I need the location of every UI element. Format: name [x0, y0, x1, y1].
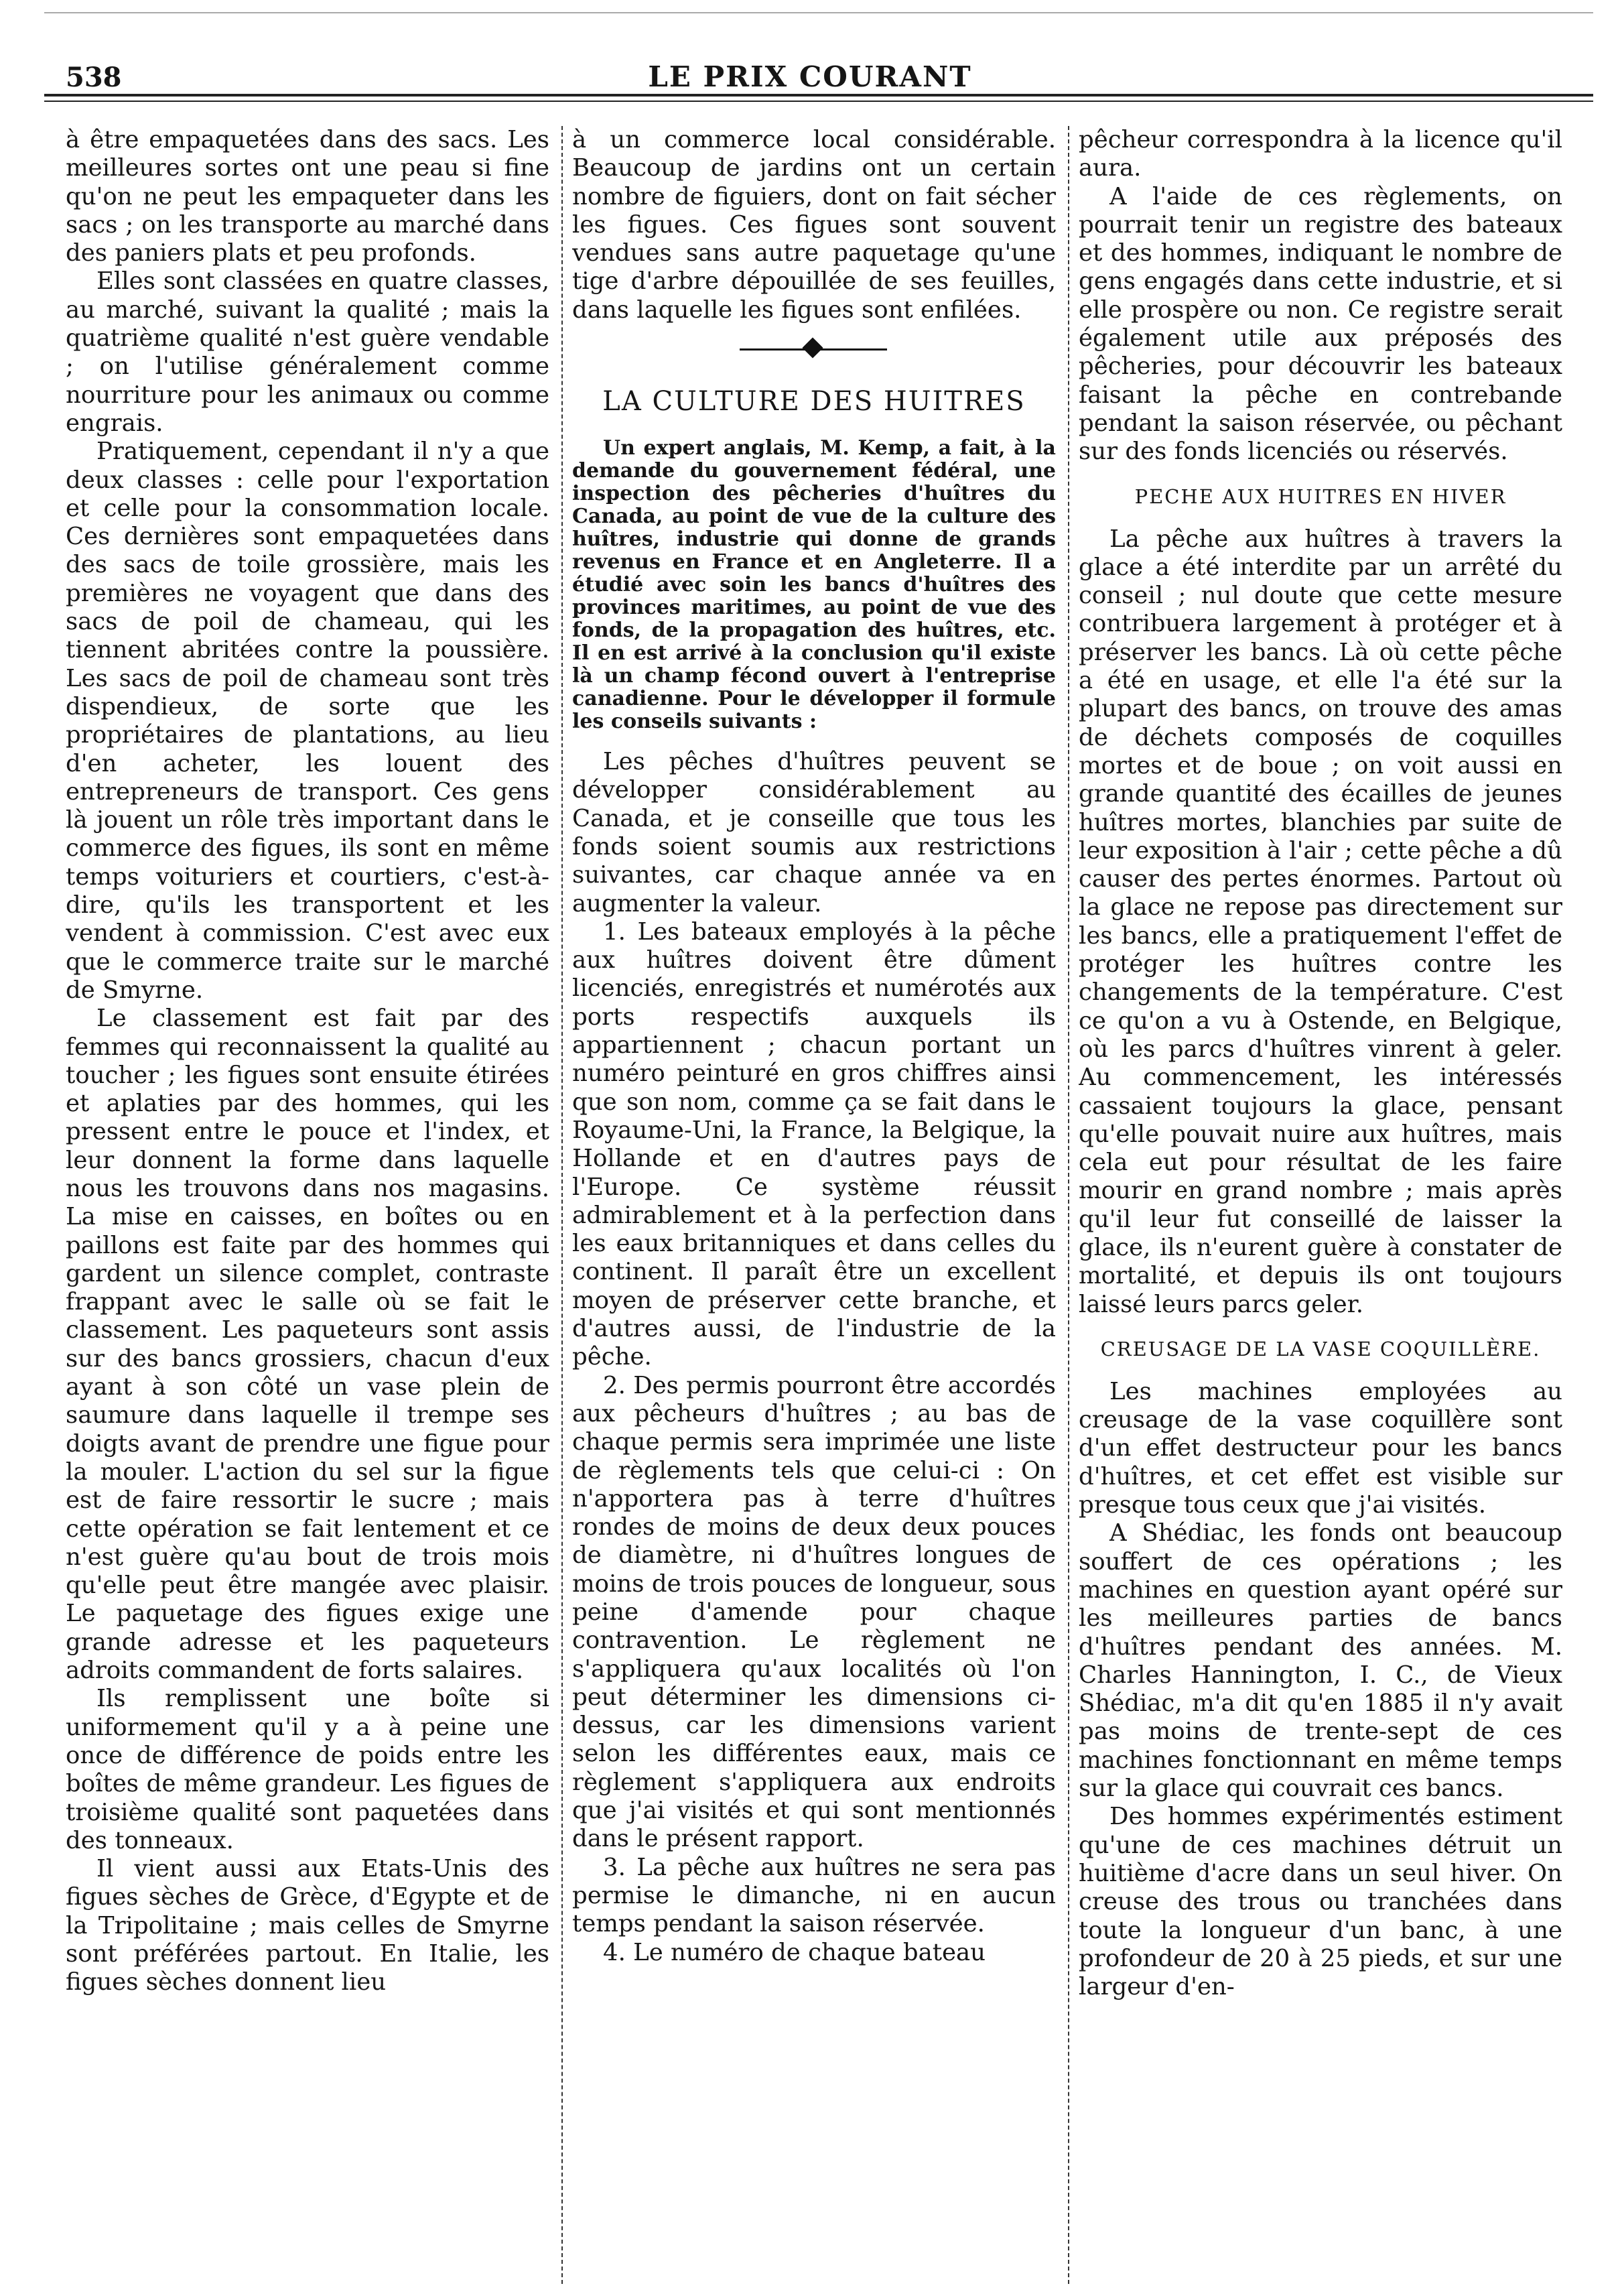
- header-rule-thick: [44, 94, 1593, 97]
- column-3: [1079, 126, 1562, 2284]
- section-title: LA CULTURE DES HUITRES: [602, 386, 1026, 418]
- paragraph: La pêche aux huîtres à travers la glace a été interdite par un arrêté du conseil ; nul doute que cette mesure contribuera largement à protéger et à préserver les bancs. Là où cette pêche a été en usage, et elle l'a été sur la plupart des bancs, on trouve des amas de déchets composés de coquilles mortes et de boue ; on voit aussi en grande quantité des écailles de jeunes huîtres mortes, blanchies par suite de leur exposition à l'air ; cette pêche a dû causer des pertes énormes. Partout où la glace ne repose pas directement sur les bancs, elle a pratiquement l'effet de protéger les huîtres contre les changements de la température. C'est ce qu'on a vu à Ostende, en Belgique, où les parcs d'huîtres vinrent à geler. Au commencement, les intéressés cassaient toujours la glace, pensant qu'elle pouvait nuire aux huîtres, mais cela eut pour résultat de les faire mourir en grand nombre ; mais après qu'il leur fut conseillé de laisser la glace, ils n'eurent guère à constater de mortalité, et depuis ils ont toujours laissé leurs parcs geler.: [1079, 525, 1562, 1318]
- paragraph: Des hommes expérimentés estiment qu'une de ces machines détruit un huitième d'acre dans un seul hiver. On creuse des trous ou tranchées dans toute la longueur d'un banc, à une profondeur de 20 à 25 pieds, et sur une largeur d'en-: [1079, 1803, 1562, 2001]
- section-separator-ornament: [572, 324, 1056, 367]
- paragraph: Il vient aussi aux Etats-Unis des figues sèches de Grèce, d'Egypte et de la Tripolitaine ; mais celles de Smyrne sont préférées partout. En Italie, les figues sèches donnent lieu: [66, 1855, 549, 1996]
- paragraph: 2. Des permis pourront être accordés aux pêcheurs d'huîtres ; au bas de chaque permis sera imprimée une liste de règlements tels que celui-ci : On n'apportera pas à terre d'huîtres rondes de moins de deux deux pouces de diamètre, ni d'huîtres longues de moins de trois pouces de longueur, sous peine d'amende pour chaque contravention. Le règlement ne s'appliquera qu'aux localités où l'on peut déterminer les dimensions ci-dessus, car les dimensions varient selon les différentes eaux, mais ce règlement s'appliquera aux endroits que j'ai visités et qui sont mentionnés dans le présent rapport.: [572, 1371, 1056, 1853]
- article-columns: [66, 126, 1562, 2284]
- paragraph: 3. La pêche aux huîtres ne sera pas permise le dimanche, ni en aucun temps pendant la saison réservée.: [572, 1853, 1056, 1938]
- paragraph: Le classement est fait par des femmes qui reconnaissent la qualité au toucher ; les figues sont ensuite étirées et aplaties par des hommes, qui les pressent entre le pouce et l'index, et leur donnent la forme dans laquelle nous les trouvons dans nos magasins. La mise en caisses, en boîtes ou en paillons est faite par des hommes qui gardent un silence complet, contraste frappant avec le salle où se fait le classement. Les paqueteurs sont assis sur des bancs grossiers, chacun d'eux ayant à son côté un vase plein de saumure dans laquelle il trempe ses doigts avant de prendre une figue pour la mouler. L'action du sel sur la figue est de faire ressortir le sucre ; mais cette opération se fait lentement et ce n'est guère qu'au bout de trois mois qu'elle peut être mangée avec plaisir. Le paquetage des figues exige une grande adresse et les paqueteurs adroits commandent de forts salaires.: [66, 1005, 549, 1685]
- paragraph: à être empaquetées dans des sacs. Les meilleures sortes ont une peau si fine qu'on ne peut les empaqueter dans les sacs ; on les transporte au marché dans des paniers plats et peu profonds.: [66, 126, 549, 267]
- paragraph: A l'aide de ces règlements, on pourrait tenir un registre des bateaux et des hommes, indiquant le nombre de gens engagés dans cette industrie, et si elle prospère ou non. Ce registre serait également utile aux préposés des pêcheries, pour découvrir les bateaux faisant la pêche en contrebande pendant la saison réservée, ou pêchant sur des fonds licenciés ou réservés.: [1079, 182, 1562, 466]
- paragraph: Elles sont classées en quatre classes, au marché, suivant la qualité ; mais la quatrième qualité n'est guère vendable ; on l'utilise généralement comme nourriture pour les animaux ou comme engrais.: [66, 267, 549, 437]
- page-header: [0, 0, 1620, 121]
- subsection-title: CREUSAGE DE LA VASE COQUILLÈRE.: [1100, 1337, 1541, 1360]
- page-number: 538: [66, 62, 122, 93]
- header-rule-thin: [44, 101, 1593, 102]
- paragraph: Ils remplissent une boîte si uniformement qu'il y a à peine une once de différence de poids entre les boîtes de même grandeur. Les figues de troisième qualité sont paquetées dans des tonneaux.: [66, 1685, 549, 1854]
- column-1: [66, 126, 549, 2284]
- paragraph: A Shédiac, les fonds ont beaucoup souffert de ces opérations ; les machines en question ayant opéré sur les meilleures parties de bancs d'huîtres pendant des années. M. Charles Hannington, I. C., de Vieux Shédiac, m'a dit qu'en 1885 il n'y avait pas moins de trente-sept de ces machines fonctionnant en même temps sur la glace qui couvrait ces bancs.: [1079, 1519, 1562, 1803]
- top-border-line: [44, 12, 1593, 13]
- article-intro: Un expert anglais, M. Kemp, a fait, à la demande du gouvernement fédéral, une inspection des pêcheries d'huîtres du Canada, au point de vue de la culture des huîtres, industrie qui donne de grands revenus en France et en Angleterre. Il a étudié avec soin les bancs d'huîtres des provinces maritimes, au point de vue des fonds, de la propagation des huîtres, etc. Il en est arrivé à la conclusion qu'il existe là un champ fécond ouvert à l'entreprise canadienne. Pour le développer il formule les conseils suivants :: [572, 436, 1056, 734]
- paragraph: Pratiquement, cependant il n'y a que deux classes : celle pour l'exportation et celle pour la consommation locale. Ces dernières sont empaquetées dans des sacs de toile grossière, mais les premières ne voyagent que dans des sacs de poil de chameau, qui les tiennent abritées contre la poussière. Les sacs de poil de chameau sont très dispendieux, de sorte que les propriétaires de plantations, au lieu d'en acheter, les louent des entrepreneurs de transport. Ces gens là jouent un rôle très important dans le commerce des figues, ils sont en même temps voituriers et courtiers, c'est-à-dire, qu'ils les transportent et les vendent à commission. C'est avec eux que le commerce traite sur le marché de Smyrne.: [66, 438, 549, 1004]
- paragraph: 1. Les bateaux employés à la pêche aux huîtres doivent être dûment licenciés, enregistrés et numérotés aux ports respectifs auxquels ils appartiennent ; chacun portant un numéro peinturé en gros chiffres ainsi que son nom, comme ça se fait dans le Royaume-Uni, la France, la Belgique, la Hollande et en d'autres pays de l'Europe. Ce système réussit admirablement et à la perfection dans les eaux britanniques et dans celles du continent. Il paraît être un excellent moyen de préserver cette branche, et d'autres aussi, de l'industrie de la pêche.: [572, 917, 1056, 1371]
- paragraph: pêcheur correspondra à la licence qu'il aura.: [1079, 126, 1562, 182]
- diamond-ornament-icon: [802, 338, 823, 359]
- subsection-title: PECHE AUX HUITRES EN HIVER: [1134, 485, 1507, 508]
- paragraph: Les machines employées au creusage de la vase coquillère sont d'un effet destructeur pour les bancs d'huîtres, et cet effet est visible sur presque tous ceux que j'ai visités.: [1079, 1377, 1562, 1519]
- paragraph: Les pêches d'huîtres peuvent se développer considérablement au Canada, et je conseille que tous les fonds soient soumis aux restrictions suivantes, car chaque année va en augmenter la valeur.: [572, 748, 1056, 917]
- paragraph: à un commerce local considérable. Beaucoup de jardins ont un certain nombre de figuiers, dont on fait sécher les figues. Ces figues sont souvent vendues sans autre paquetage qu'une tige d'arbre dépouillée de ses feuilles, dans laquelle les figues sont enfilées.: [572, 126, 1056, 324]
- paragraph: 4. Le numéro de chaque bateau: [603, 1938, 986, 1966]
- column-2: [572, 126, 1056, 2284]
- journal-title: LE PRIX COURANT: [648, 60, 972, 93]
